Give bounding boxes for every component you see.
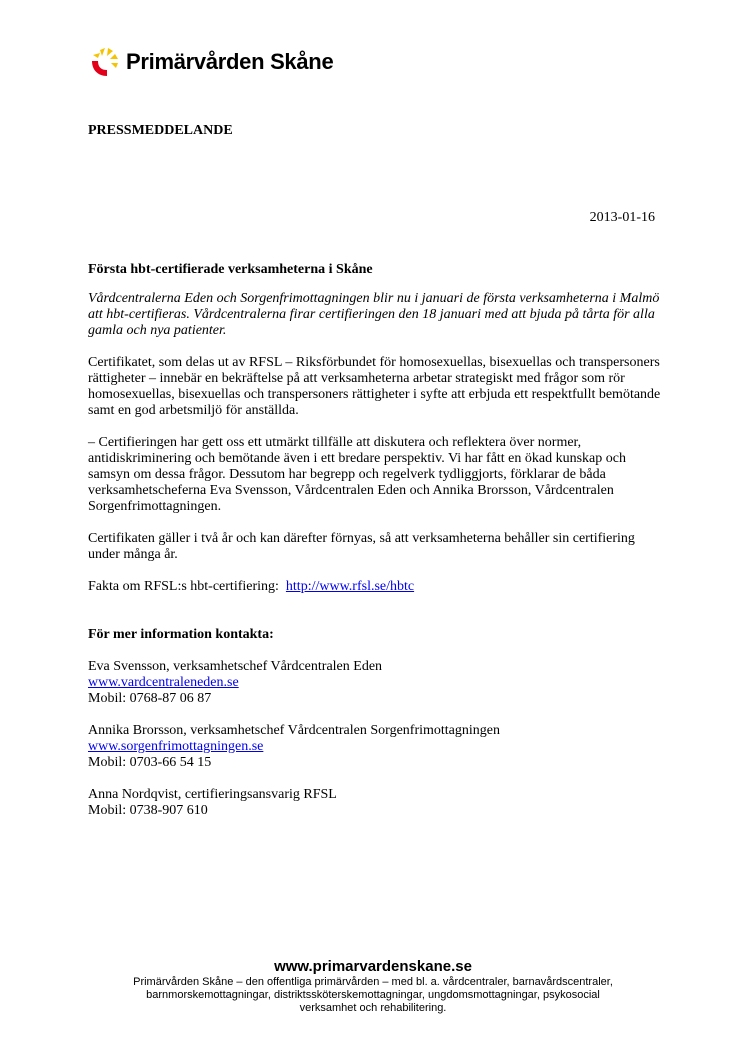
article-lead: Vårdcentralerna Eden och Sorgenfrimottagningen blir nu i januari de första verksamheterna i Malmö att hbt-certifieras. Vårdcentralerna firar certifieringen den 18 januari med att bjuda på tårta för alla gamla och nya patienter. — [88, 291, 660, 338]
contact-name: Eva Svensson, verksamhetschef Vårdcentralen Eden — [88, 659, 383, 674]
footer-description-line-3: verksamhet och rehabilitering. — [299, 1002, 447, 1014]
article-paragraph-1: Certifikatet, som delas ut av RFSL – Riksförbundet för homosexuellas, bisexuellas och transpersoners rättigheter – innebär en bekräftelse på att verksamheterna arbetar strategiskt med frågor som rör homosexuellas, bisexuellas och transpersoners rättigheter i syfte att erbjuda ett respektfullt bemötande samt en god arbetsmiljö för anställda. — [88, 355, 661, 418]
footer-description-line-2: barnmorskemottagningar, distriktssköterskemottagningar, ungdomsmottagningar, psykosocial — [146, 989, 600, 1001]
footer-website: www.primarvardenskane.se — [274, 958, 472, 975]
footer — [0, 958, 746, 1015]
footer-description-line-1: Primärvården Skåne – den offentliga primärvården – med bl. a. vårdcentraler, barnavårdscentraler, — [133, 976, 613, 988]
contact-annika — [88, 723, 663, 771]
contact-eva — [88, 659, 663, 707]
contact-phone: Mobil: 0738-907 610 — [88, 803, 208, 818]
contact-website-link[interactable]: www.sorgenfrimottagningen.se — [88, 739, 264, 754]
logo — [88, 45, 333, 79]
contact-website-link[interactable]: www.vardcentraleneden.se — [88, 675, 239, 690]
fakta-label: Fakta om RFSL:s hbt-certifiering: — [88, 579, 279, 594]
rfsl-hbtc-link[interactable]: http://www.rfsl.se/hbtc — [285, 579, 415, 594]
logo-text: Primärvården Skåne — [126, 49, 334, 74]
contact-anna — [88, 787, 663, 819]
article-paragraph-2: – Certifieringen har gett oss ett utmärkt tillfälle att diskutera och reflektera över normer, antidiskriminering och bemötande även i ett bredare perspektiv. Vi har fått en ökad kunskap och samsyn om dessa frågor. Dessutom har begrepp och regelverk tydliggjorts, förklarar de båda verksamhetscheferna Eva Svensson, Vårdcentralen Eden och Annika Brorsson, Vårdcentralen Sorgenfrimottagningen. — [88, 435, 626, 514]
article-title: Första hbt-certifierade verksamheterna i Skåne — [88, 262, 373, 277]
contact-name: Anna Nordqvist, certifieringsansvarig RFSL — [88, 787, 337, 802]
contact-phone: Mobil: 0703-66 54 15 — [88, 755, 212, 770]
contact-phone: Mobil: 0768-87 06 87 — [88, 691, 212, 706]
primarvarden-logo-icon — [88, 46, 120, 78]
document-type: PRESSMEDDELANDE — [88, 123, 233, 138]
contact-name: Annika Brorsson, verksamhetschef Vårdcentralen Sorgenfrimottagningen — [88, 723, 500, 738]
contact-heading: För mer information kontakta: — [88, 627, 274, 642]
fakta-line — [88, 579, 663, 595]
article-paragraph-3: Certifikaten gäller i två år och kan därefter förnyas, så att verksamheterna behåller sin certifiering under många år. — [88, 531, 635, 562]
press-date: 2013-01-16 — [589, 210, 655, 225]
article-body — [88, 262, 663, 819]
